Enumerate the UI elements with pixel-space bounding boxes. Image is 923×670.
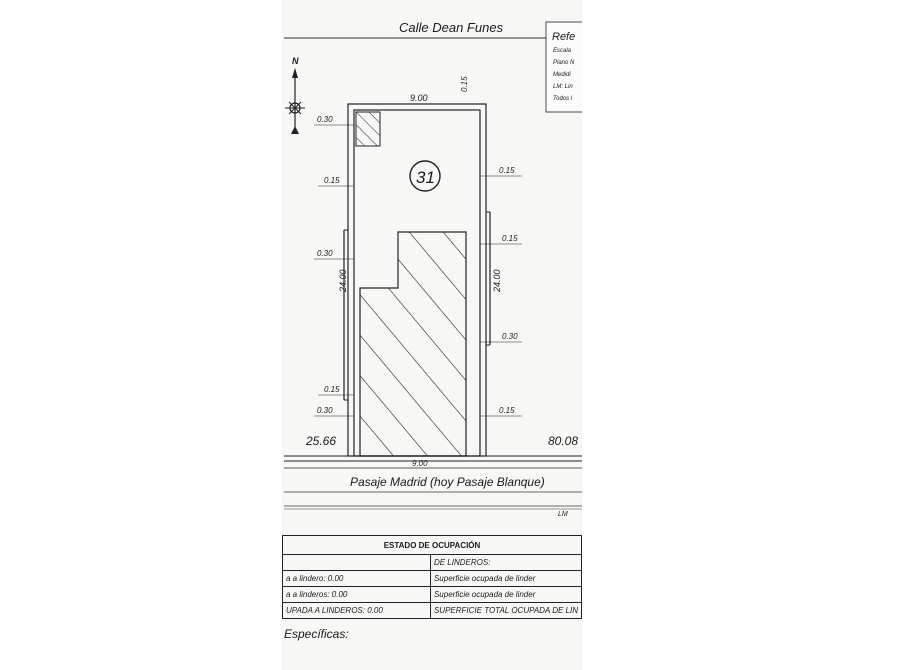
svg-text:Medidi: Medidi bbox=[553, 72, 571, 78]
dim-left-height: 24.00 bbox=[338, 269, 348, 292]
dim-left-030-b: 0.30 bbox=[317, 249, 333, 258]
occupation-title: ESTADO DE OCUPACIÓN bbox=[283, 536, 582, 555]
dim-right-015-c: 0.15 bbox=[499, 406, 515, 415]
street-name-bottom: Pasaje Madrid (hoy Pasaje Blanque) bbox=[350, 475, 545, 489]
references-box bbox=[546, 22, 582, 112]
distance-left: 25.66 bbox=[306, 434, 337, 448]
hatched-corner-area bbox=[356, 112, 380, 146]
lot-plan-drawing bbox=[282, 0, 582, 535]
survey-plan-document bbox=[282, 0, 582, 670]
built-area-hatched bbox=[360, 232, 466, 456]
dim-right-height: 24.00 bbox=[492, 269, 502, 292]
svg-text:Todos l: Todos l bbox=[553, 96, 573, 102]
dim-right-015-a: 0.15 bbox=[499, 166, 515, 175]
dim-right-015-b: 0.15 bbox=[502, 234, 518, 243]
table-row: UPADA A LINDEROS: 0.00 SUPERFICIE TOTAL OCUPADA DE LIN bbox=[283, 603, 582, 619]
svg-text:Escala: Escala bbox=[553, 48, 572, 54]
svg-text:N: N bbox=[292, 56, 299, 66]
dim-right-030: 0.30 bbox=[502, 332, 518, 341]
dim-left-015-b: 0.15 bbox=[324, 385, 340, 394]
dim-left-030-a: 0.30 bbox=[317, 115, 333, 124]
specifics-label: Específicas: bbox=[284, 627, 349, 641]
street-name-top: Calle Dean Funes bbox=[399, 20, 504, 35]
dim-top-setback: 0.15 bbox=[460, 76, 469, 92]
lot-number: 31 bbox=[416, 168, 435, 187]
svg-text:Refe: Refe bbox=[552, 31, 576, 43]
svg-text:Plano N: Plano N bbox=[553, 60, 575, 66]
svg-text:LM: Lin: LM: Lin bbox=[553, 84, 573, 90]
dim-top-width: 9.00 bbox=[410, 93, 428, 103]
north-arrow-icon bbox=[285, 56, 305, 134]
dim-left-030-c: 0.30 bbox=[317, 406, 333, 415]
dim-bottom-width: 9.00 bbox=[412, 459, 428, 468]
table-row: a a lindero: 0.00 Superficie ocupada de linder bbox=[283, 571, 582, 587]
distance-right: 80.08 bbox=[548, 434, 579, 448]
lm-label: LM bbox=[558, 511, 568, 518]
table-row: a a linderos: 0.00 Superficie ocupada de linder bbox=[283, 587, 582, 603]
occupation-right-header: DE LINDEROS: bbox=[430, 555, 581, 571]
occupation-table bbox=[282, 535, 582, 619]
dim-left-015-a: 0.15 bbox=[324, 176, 340, 185]
